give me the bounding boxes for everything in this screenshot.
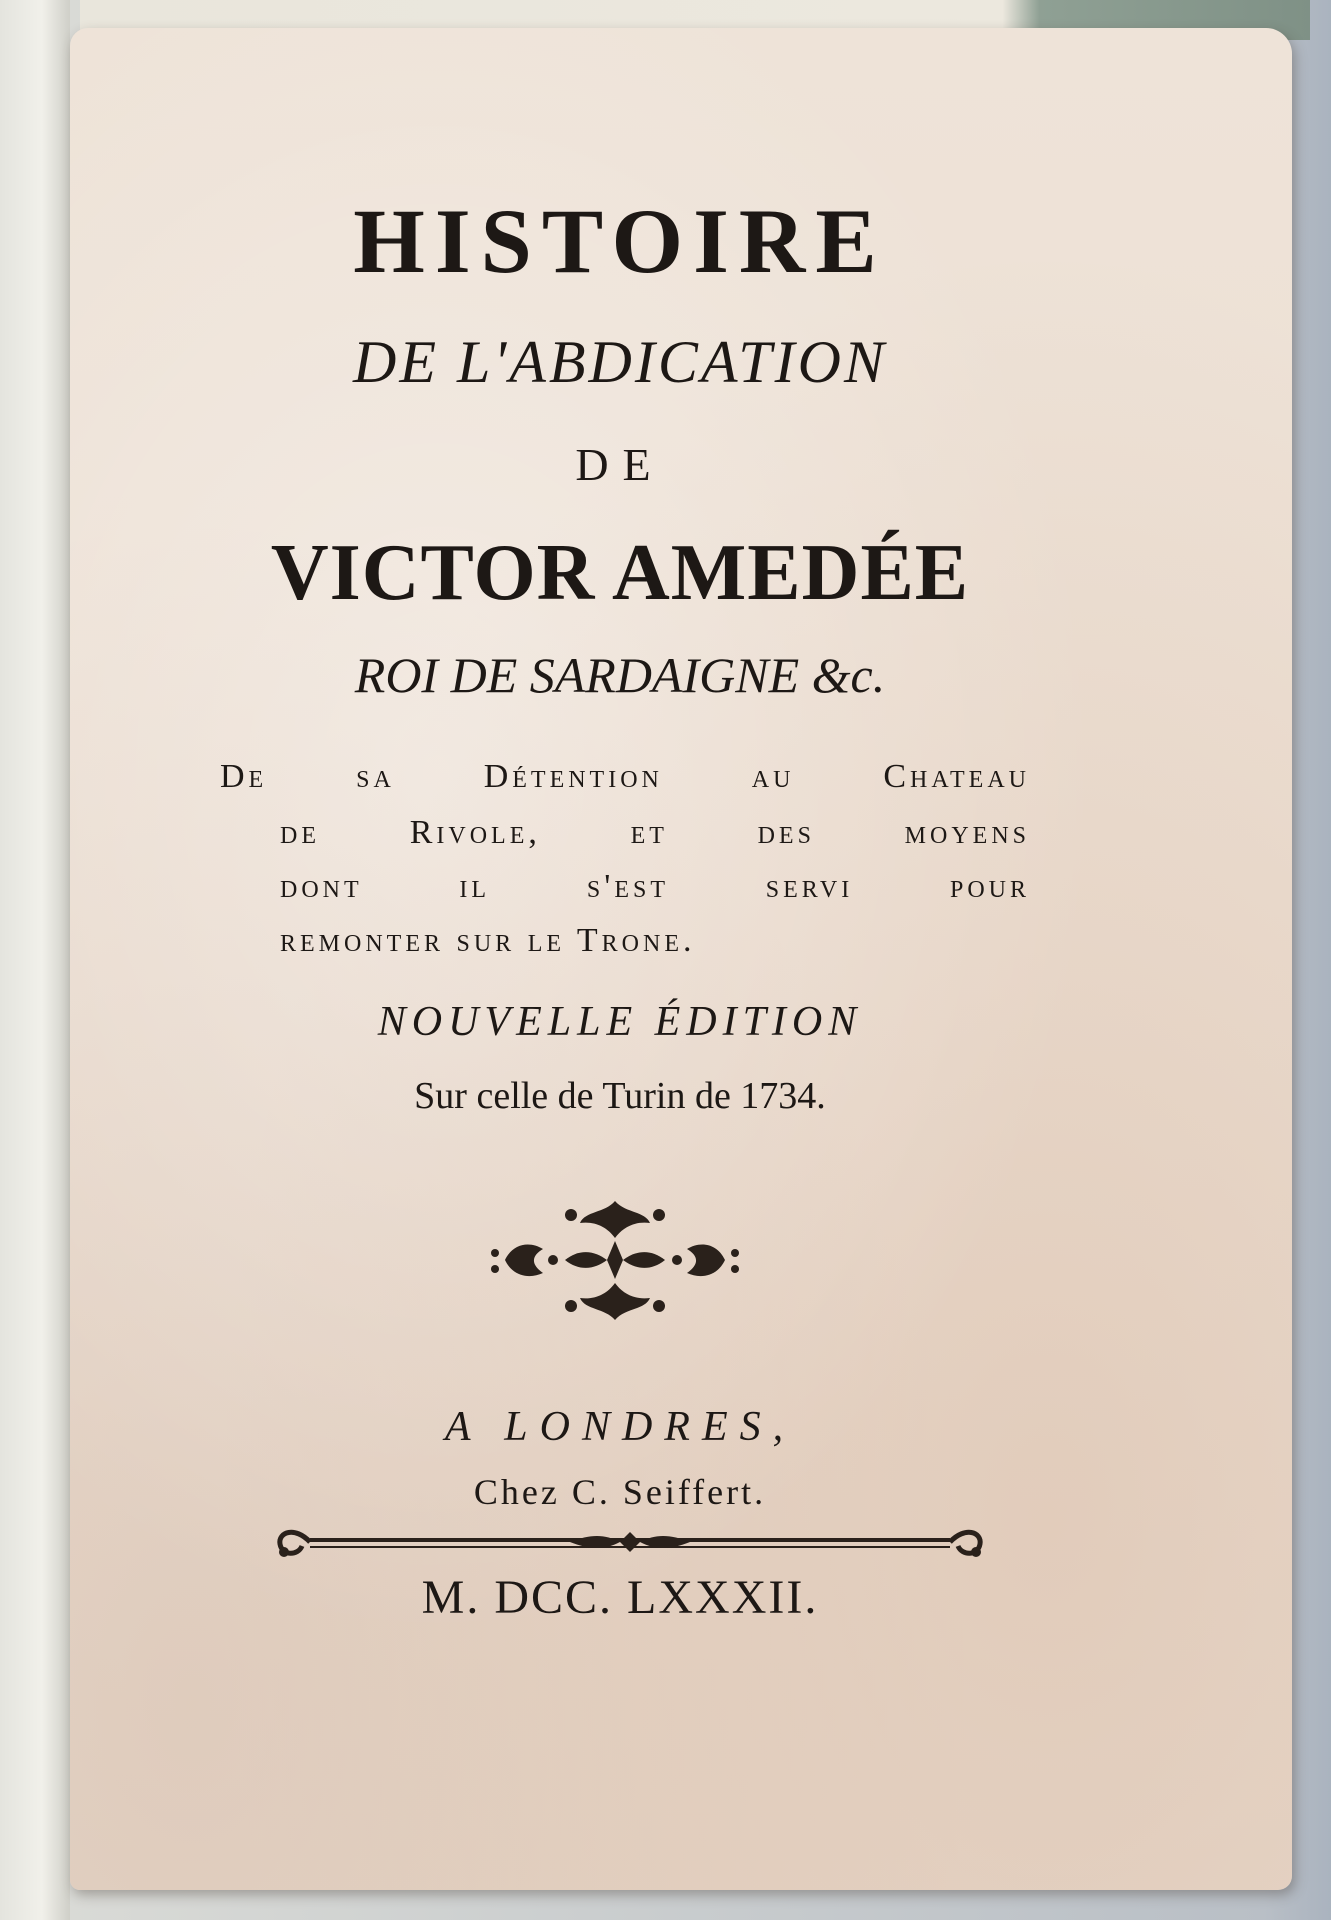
edition-label: NOUVELLE ÉDITION <box>377 999 863 1045</box>
publisher: Chez C. Seiffert. <box>473 1472 767 1512</box>
description-line: dont il s'est servi pour <box>280 868 1030 905</box>
adjacent-leaf <box>0 0 70 1920</box>
title-page <box>70 28 1292 1890</box>
subtitle-line-1: DE L'ABDICATION <box>353 329 887 395</box>
decorative-rule-icon <box>270 1518 990 1564</box>
edition-source: Sur celle de Turin de 1734. <box>414 1075 826 1117</box>
floral-ornament-icon <box>485 1193 745 1328</box>
book-title: HISTOIRE <box>353 190 887 292</box>
subject-name: VICTOR AMEDÉE <box>270 529 970 617</box>
description-line: De sa Détention au Chateau <box>220 758 1030 795</box>
subject-title: ROI DE SARDAIGNE &c. <box>354 647 886 703</box>
subtitle-line-2: DE <box>575 439 665 490</box>
publication-year: M. DCC. LXXXII. <box>421 1571 819 1624</box>
place-of-publication: A LONDRES, <box>444 1404 796 1450</box>
description-line: de Rivole, et des moyens <box>280 814 1030 851</box>
description-line: remonter sur le Trone. <box>280 922 696 959</box>
